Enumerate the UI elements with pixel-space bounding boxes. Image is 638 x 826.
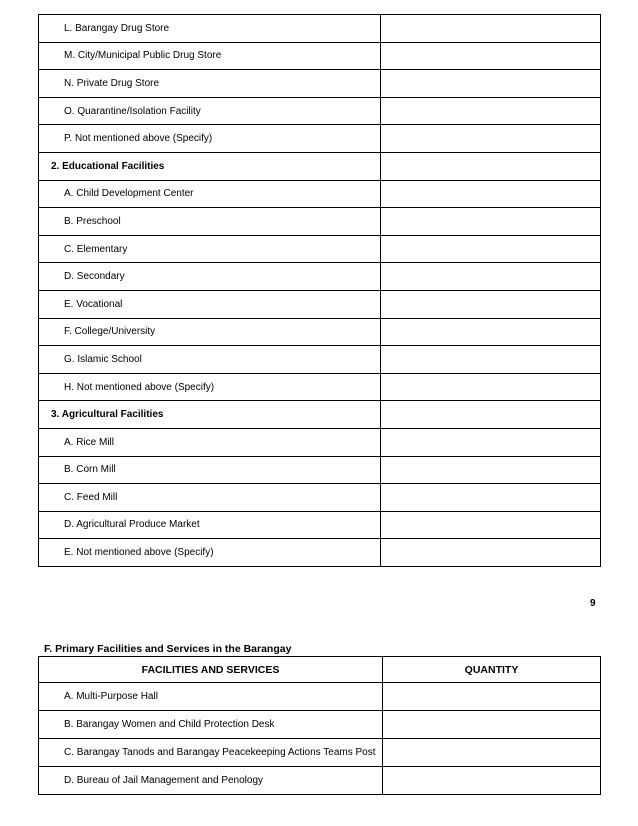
facility-label: A. Multi-Purpose Hall: [39, 683, 383, 711]
quantity-cell[interactable]: [381, 290, 601, 318]
facilities-table-body: [39, 15, 601, 567]
table-row: [39, 180, 601, 208]
quantity-cell[interactable]: [381, 125, 601, 153]
facility-label: F. College/University: [39, 318, 381, 346]
primary-facilities-table-body: [39, 683, 601, 795]
facility-label: B. Corn Mill: [39, 456, 381, 484]
table-row: [39, 739, 601, 767]
table-row: [39, 263, 601, 291]
table-row: [39, 70, 601, 98]
quantity-cell[interactable]: [381, 97, 601, 125]
facility-label: C. Elementary: [39, 235, 381, 263]
quantity-cell[interactable]: [383, 739, 601, 767]
quantity-cell[interactable]: [381, 42, 601, 70]
quantity-cell[interactable]: [381, 318, 601, 346]
facility-label: M. City/Municipal Public Drug Store: [39, 42, 381, 70]
category-row: [39, 401, 601, 429]
table-row: [39, 428, 601, 456]
table-row: [39, 235, 601, 263]
facility-label: E. Not mentioned above (Specify): [39, 539, 381, 567]
quantity-cell[interactable]: [381, 235, 601, 263]
quantity-cell[interactable]: [381, 401, 601, 429]
facility-label: H. Not mentioned above (Specify): [39, 373, 381, 401]
facility-label: G. Islamic School: [39, 346, 381, 374]
table-row: [39, 711, 601, 739]
quantity-cell[interactable]: [381, 511, 601, 539]
quantity-cell[interactable]: [383, 767, 601, 795]
table-row: [39, 15, 601, 43]
table-row: [39, 125, 601, 153]
table-row: [39, 97, 601, 125]
quantity-cell[interactable]: [381, 70, 601, 98]
quantity-cell[interactable]: [381, 15, 601, 43]
facility-label: B. Preschool: [39, 208, 381, 236]
category-label: 2. Educational Facilities: [39, 152, 381, 180]
table-row: [39, 208, 601, 236]
table-row: [39, 373, 601, 401]
facility-label: C. Feed Mill: [39, 484, 381, 512]
quantity-cell[interactable]: [381, 484, 601, 512]
header-quantity: QUANTITY: [383, 657, 601, 683]
quantity-cell[interactable]: [381, 539, 601, 567]
quantity-cell[interactable]: [381, 208, 601, 236]
category-label: 3. Agricultural Facilities: [39, 401, 381, 429]
quantity-cell[interactable]: [381, 152, 601, 180]
quantity-cell[interactable]: [381, 373, 601, 401]
facility-label: B. Barangay Women and Child Protection Desk: [39, 711, 383, 739]
table-header-row: [39, 657, 601, 683]
facility-label: E. Vocational: [39, 290, 381, 318]
category-row: [39, 152, 601, 180]
quantity-cell[interactable]: [383, 683, 601, 711]
table-row: [39, 683, 601, 711]
quantity-cell[interactable]: [383, 711, 601, 739]
header-facilities-and-services: FACILITIES AND SERVICES: [39, 657, 383, 683]
facility-label: C. Barangay Tanods and Barangay Peacekeeping Actions Teams Post: [39, 739, 383, 767]
quantity-cell[interactable]: [381, 456, 601, 484]
facility-label: A. Rice Mill: [39, 428, 381, 456]
primary-facilities-table: [38, 656, 601, 795]
table-row: [39, 767, 601, 795]
page-number: 9: [590, 598, 596, 609]
quantity-cell[interactable]: [381, 428, 601, 456]
table-row: [39, 346, 601, 374]
facility-label: O. Quarantine/Isolation Facility: [39, 97, 381, 125]
table-row: [39, 318, 601, 346]
facility-label: D. Agricultural Produce Market: [39, 511, 381, 539]
quantity-cell[interactable]: [381, 263, 601, 291]
facility-label: A. Child Development Center: [39, 180, 381, 208]
quantity-cell[interactable]: [381, 346, 601, 374]
table-row: [39, 511, 601, 539]
quantity-cell[interactable]: [381, 180, 601, 208]
table-row: [39, 456, 601, 484]
table-row: [39, 42, 601, 70]
facility-label: N. Private Drug Store: [39, 70, 381, 98]
table-row: [39, 539, 601, 567]
table-row: [39, 290, 601, 318]
facility-label: D. Bureau of Jail Management and Penology: [39, 767, 383, 795]
section-title: F. Primary Facilities and Services in the Barangay: [44, 643, 292, 655]
facility-label: L. Barangay Drug Store: [39, 15, 381, 43]
facilities-table-continued: [38, 14, 601, 567]
table-row: [39, 484, 601, 512]
facility-label: P. Not mentioned above (Specify): [39, 125, 381, 153]
facility-label: D. Secondary: [39, 263, 381, 291]
